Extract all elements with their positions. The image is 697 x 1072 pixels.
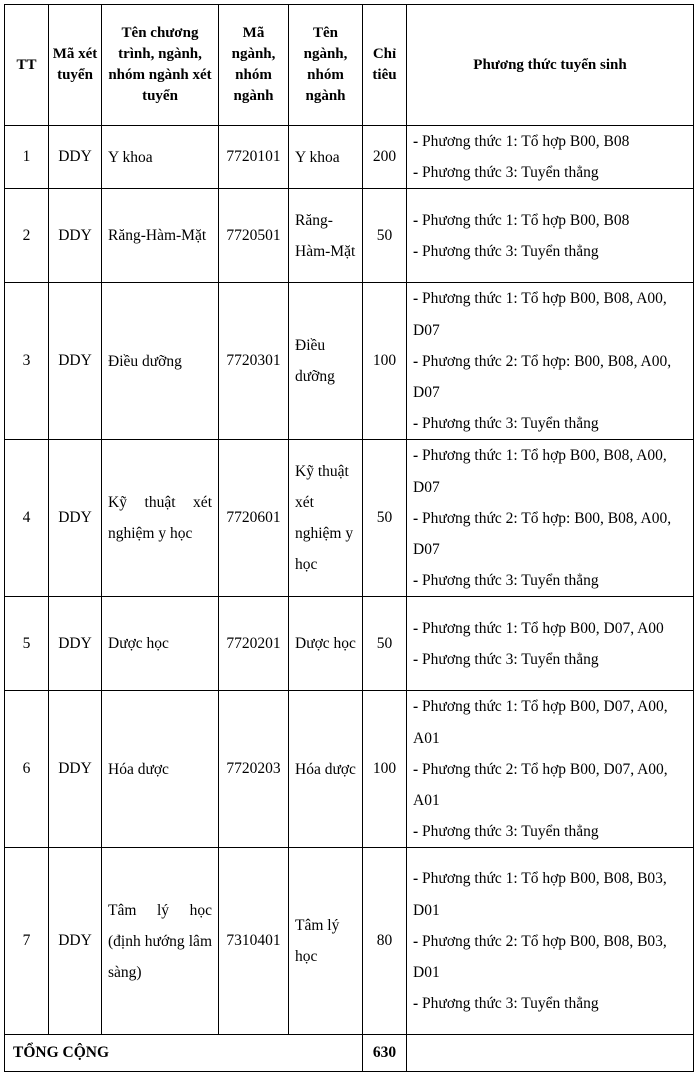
cell-tt: 5 xyxy=(5,597,49,691)
cell-tt: 3 xyxy=(5,283,49,440)
method-text: Phương thức 3: Tuyển thẳng xyxy=(422,995,599,1013)
cell-ma-xet-tuyen: DDY xyxy=(49,440,102,597)
method-text: Phương thức 2: Tổ hợp B00, B08, B03, D01 xyxy=(413,932,667,982)
cell-phuong-thuc xyxy=(407,189,694,283)
header-ma-nganh: Mã ngành, nhóm ngành xyxy=(219,5,289,126)
cell-tt: 2 xyxy=(5,189,49,283)
bullet-dash: - xyxy=(413,509,423,527)
cell-phuong-thuc xyxy=(407,597,694,691)
method-text: Phương thức 3: Tuyển thẳng xyxy=(422,572,599,590)
method-line xyxy=(413,205,687,236)
cell-ten-nganh: Dược học xyxy=(289,597,363,691)
cell-ma-nganh: 7720301 xyxy=(219,283,289,440)
bullet-dash: - xyxy=(413,870,423,888)
cell-ma-xet-tuyen: DDY xyxy=(49,189,102,283)
table-row xyxy=(5,283,694,440)
method-text: Phương thức 1: Tổ hợp B00, B08, B03, D01 xyxy=(413,870,667,919)
method-line xyxy=(413,613,687,644)
cell-chi-tieu: 50 xyxy=(363,597,407,691)
cell-ten-nganh: Hóa dược xyxy=(289,691,363,848)
cell-ten-nganh: Tâm lý học xyxy=(289,848,363,1035)
method-line xyxy=(413,126,687,157)
cell-chi-tieu: 100 xyxy=(363,283,407,440)
method-text: Phương thức 2: Tổ hợp B00, D07, A00, A01 xyxy=(413,760,668,810)
method-text: Phương thức 3: Tuyển thẳng xyxy=(422,650,599,668)
method-line xyxy=(413,863,687,925)
cell-chi-tieu: 100 xyxy=(363,691,407,848)
bullet-dash: - xyxy=(413,447,423,465)
header-tt: TT xyxy=(5,5,49,126)
total-value: 630 xyxy=(363,1035,407,1072)
table-row xyxy=(5,597,694,691)
cell-tt: 6 xyxy=(5,691,49,848)
cell-ten-chuong-trinh: Y khoa xyxy=(102,126,219,189)
cell-ten-chuong-trinh: Hóa dược xyxy=(102,691,219,848)
method-text: Phương thức 3: Tuyển thẳng xyxy=(422,415,599,433)
header-phuong-thuc: Phương thức tuyển sinh xyxy=(407,5,694,126)
total-row xyxy=(5,1035,694,1072)
bullet-dash: - xyxy=(413,242,423,260)
header-row xyxy=(5,5,694,126)
cell-ten-chuong-trinh: Tâm lý học (định hướng lâm sàng) xyxy=(102,848,219,1035)
cell-ma-xet-tuyen: DDY xyxy=(49,597,102,691)
bullet-dash: - xyxy=(413,823,423,841)
cell-chi-tieu: 50 xyxy=(363,440,407,597)
cell-ten-chuong-trinh: Dược học xyxy=(102,597,219,691)
method-line xyxy=(413,236,687,267)
method-text: Phương thức 3: Tuyển thẳng xyxy=(422,823,599,841)
cell-ma-nganh: 7720501 xyxy=(219,189,289,283)
cell-phuong-thuc xyxy=(407,126,694,189)
method-line xyxy=(413,816,687,847)
cell-ten-nganh: Y khoa xyxy=(289,126,363,189)
method-text: Phương thức 1: Tổ hợp B00, D07, A00 xyxy=(422,619,664,637)
cell-ma-xet-tuyen: DDY xyxy=(49,848,102,1035)
cell-ten-chuong-trinh: Điều dưỡng xyxy=(102,283,219,440)
method-line xyxy=(413,988,687,1019)
header-ma-xet-tuyen: Mã xét tuyển xyxy=(49,5,102,126)
cell-tt: 7 xyxy=(5,848,49,1035)
method-line xyxy=(413,565,687,596)
cell-ten-nganh: Răng-Hàm-Mặt xyxy=(289,189,363,283)
method-line xyxy=(413,644,687,675)
table-row xyxy=(5,189,694,283)
admission-table xyxy=(4,4,694,1072)
header-ten-nganh: Tên ngành, nhóm ngành xyxy=(289,5,363,126)
bullet-dash: - xyxy=(413,619,423,637)
method-text: Phương thức 1: Tổ hợp B00, D07, A00, A01 xyxy=(413,698,668,747)
cell-ma-xet-tuyen: DDY xyxy=(49,283,102,440)
table-row xyxy=(5,440,694,597)
method-line xyxy=(413,754,687,816)
cell-ma-xet-tuyen: DDY xyxy=(49,691,102,848)
cell-ma-nganh: 7310401 xyxy=(219,848,289,1035)
bullet-dash: - xyxy=(413,760,423,778)
cell-chi-tieu: 80 xyxy=(363,848,407,1035)
method-line xyxy=(413,408,687,439)
table-row xyxy=(5,848,694,1035)
bullet-dash: - xyxy=(413,133,423,150)
cell-ma-nganh: 7720101 xyxy=(219,126,289,189)
method-text: Phương thức 2: Tổ hợp: B00, B08, A00, D07 xyxy=(413,352,672,402)
bullet-dash: - xyxy=(413,164,423,182)
table-row xyxy=(5,691,694,848)
cell-ma-nganh: 7720203 xyxy=(219,691,289,848)
cell-phuong-thuc xyxy=(407,283,694,440)
method-text: Phương thức 1: Tổ hợp B00, B08 xyxy=(422,211,630,229)
cell-tt: 4 xyxy=(5,440,49,597)
method-text: Phương thức 2: Tổ hợp: B00, B08, A00, D07 xyxy=(413,509,672,559)
method-line xyxy=(413,157,687,188)
cell-ten-chuong-trinh: Răng-Hàm-Mặt xyxy=(102,189,219,283)
bullet-dash: - xyxy=(413,650,423,668)
method-line xyxy=(413,691,687,753)
bullet-dash: - xyxy=(413,995,423,1013)
total-label: TỔNG CỘNG xyxy=(5,1035,363,1072)
method-text: Phương thức 1: Tổ hợp B00, B08, A00, D07 xyxy=(413,290,667,339)
method-line xyxy=(413,926,687,988)
cell-ma-nganh: 7720201 xyxy=(219,597,289,691)
method-text: Phương thức 3: Tuyển thẳng xyxy=(422,164,599,182)
method-line xyxy=(413,440,687,502)
cell-ten-nganh: Điều dưỡng xyxy=(289,283,363,440)
bullet-dash: - xyxy=(413,698,423,716)
bullet-dash: - xyxy=(413,932,423,950)
method-line xyxy=(413,346,687,408)
method-text: Phương thức 3: Tuyển thẳng xyxy=(422,242,599,260)
method-line xyxy=(413,503,687,565)
bullet-dash: - xyxy=(413,352,423,370)
header-chi-tieu: Chỉ tiêu xyxy=(363,5,407,126)
method-text: Phương thức 1: Tổ hợp B00, B08 xyxy=(422,133,630,150)
cell-phuong-thuc xyxy=(407,848,694,1035)
method-text: Phương thức 1: Tổ hợp B00, B08, A00, D07 xyxy=(413,447,667,496)
method-line xyxy=(413,283,687,345)
cell-tt: 1 xyxy=(5,126,49,189)
cell-phuong-thuc xyxy=(407,691,694,848)
cell-ma-nganh: 7720601 xyxy=(219,440,289,597)
cell-ten-chuong-trinh: Kỹ thuật xét nghiệm y học xyxy=(102,440,219,597)
cell-chi-tieu: 200 xyxy=(363,126,407,189)
cell-ma-xet-tuyen: DDY xyxy=(49,126,102,189)
bullet-dash: - xyxy=(413,415,423,433)
header-ten-chuong-trinh: Tên chương trình, ngành, nhóm ngành xét tuyển xyxy=(102,5,219,126)
total-empty-cell xyxy=(407,1035,694,1072)
table-row xyxy=(5,126,694,189)
bullet-dash: - xyxy=(413,211,423,229)
cell-chi-tieu: 50 xyxy=(363,189,407,283)
bullet-dash: - xyxy=(413,572,423,590)
cell-ten-nganh: Kỹ thuật xét nghiệm y học xyxy=(289,440,363,597)
bullet-dash: - xyxy=(413,290,423,308)
cell-phuong-thuc xyxy=(407,440,694,597)
